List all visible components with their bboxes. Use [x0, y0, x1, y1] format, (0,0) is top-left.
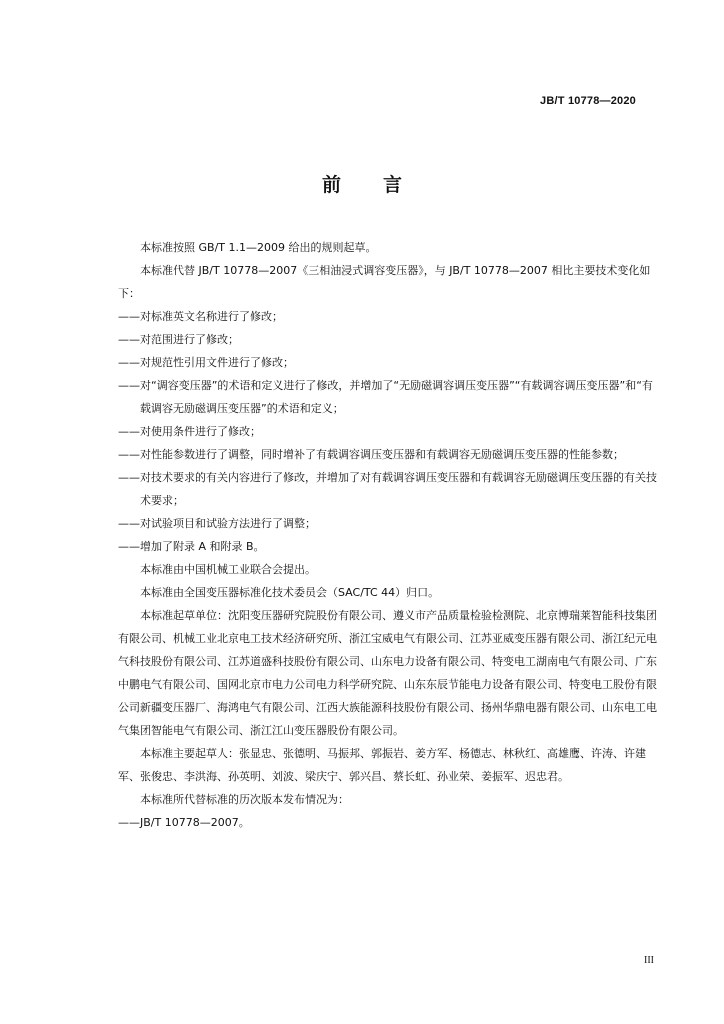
dash-marker: —— — [118, 471, 140, 484]
page-number: III — [644, 955, 654, 966]
title-char: 前 — [321, 174, 341, 196]
page-title — [0, 170, 724, 197]
dash-marker: —— — [118, 356, 140, 369]
paragraph-proposer: 本标准由中国机械工业联合会提出。 — [140, 563, 316, 576]
title-char: 言 — [383, 174, 403, 196]
dash-marker: —— — [118, 310, 140, 323]
change-item-text: 对技术要求的有关内容进行了修改，并增加了对有载调容调压变压器和有载调容无励磁调压变压器的有关技术要求； — [140, 471, 657, 507]
dash-marker: —— — [118, 333, 140, 346]
document-body — [118, 236, 658, 834]
dash-marker: —— — [118, 448, 140, 461]
standard-code: JB/T 10778—2020 — [540, 95, 636, 107]
history-item — [118, 811, 658, 834]
dash-marker: —— — [118, 816, 140, 829]
change-item-text: 增加了附录 A 和附录 B。 — [140, 540, 265, 553]
change-item — [118, 512, 658, 535]
change-item — [118, 535, 658, 558]
paragraph-replacement: 本标准代替 JB/T 10778—2007《三相油浸式调容变压器》，与 JB/T 10778—2007 相比主要技术变化如下： — [118, 264, 651, 300]
change-item-text: 对“调容变压器”的术语和定义进行了修改，并增加了“无励磁调容调压变压器”“有载调容调压变压器”和“有载调容无励磁调压变压器”的术语和定义； — [140, 379, 653, 415]
change-item-text: 对使用条件进行了修改； — [140, 425, 261, 438]
paragraph-committee: 本标准由全国变压器标准化技术委员会（SAC/TC 44）归口。 — [140, 586, 440, 599]
paragraph-drafting-units: 本标准起草单位：沈阳变压器研究院股份有限公司、遵义市产品质量检验检测院、北京博瑞莱智能科技集团有限公司、机械工业北京电工技术经济研究所、浙江宝威电气有限公司、江苏亚威变压器有限公司、浙江纪元电气科技股份有限公司、江苏道盛科技股份有限公司、山东电力设备有限公司、特变电工湖南电气有限公司、广东中鹏电气有限公司、国网北京市电力公司电力科学研究院、山东东辰节能电力设备有限公司、特变电工股份有限公司新疆变压器厂、海鸿电气有限公司、江西大族能源科技股份有限公司、扬州华鼎电器有限公司、山东电工电气集团智能电气有限公司、浙江江山变压器股份有限公司。 — [118, 609, 657, 737]
dash-marker: —— — [118, 425, 140, 438]
change-item-text: 对范围进行了修改； — [140, 333, 239, 346]
change-item — [118, 466, 658, 512]
paragraph-drafting-rules: 本标准按照 GB/T 1.1—2009 给出的规则起草。 — [140, 241, 377, 254]
dash-marker: —— — [118, 540, 140, 553]
change-item — [118, 351, 658, 374]
paragraph-drafters: 本标准主要起草人：张显忠、张德明、马振邦、郭振岩、姜方军、杨德志、林秋红、高雄鹰、许涛、许建军、张俊忠、李洪海、孙英明、刘波、梁庆宁、郭兴昌、蔡长虹、孙业荣、姜振军、迟忠君。 — [118, 747, 646, 783]
change-item — [118, 420, 658, 443]
change-item-text: 对规范性引用文件进行了修改； — [140, 356, 294, 369]
change-item-text: 对性能参数进行了调整，同时增补了有载调容调压变压器和有载调容无励磁调压变压器的性能参数； — [140, 448, 624, 461]
history-item-text: JB/T 10778—2007。 — [140, 816, 250, 829]
change-item-text: 对标准英文名称进行了修改； — [140, 310, 283, 323]
change-item — [118, 374, 658, 420]
change-item — [118, 443, 658, 466]
change-item — [118, 305, 658, 328]
dash-marker: —— — [118, 379, 140, 392]
dash-marker: —— — [118, 517, 140, 530]
change-item — [118, 328, 658, 351]
change-item-text: 对试验项目和试验方法进行了调整； — [140, 517, 316, 530]
paragraph-history-intro: 本标准所代替标准的历次版本发布情况为： — [140, 793, 349, 806]
